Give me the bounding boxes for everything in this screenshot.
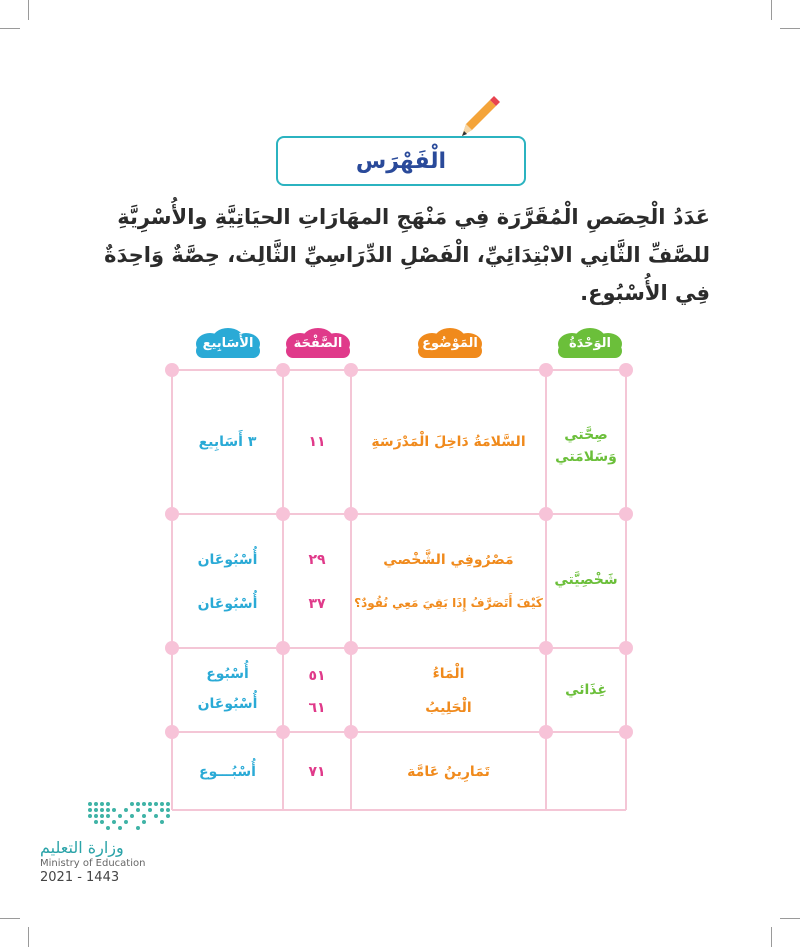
topic-cell: كَيْفَ أَتَصَرَّفُ إِذَا بَقِيَ مَعِي نُقُودٌ؟ xyxy=(354,596,543,610)
topic-cell: تَمَارِينُ عَامَّة xyxy=(407,764,490,780)
weeks-cell: أُسْبُوع xyxy=(206,666,249,682)
edition-year: 2021 - 1443 xyxy=(40,870,120,885)
unit-cell: صِحَّتي وَسَلامَتي xyxy=(555,427,617,465)
page-cell: ٦١ xyxy=(308,700,326,716)
page-cell: ٥١ xyxy=(308,668,326,684)
ministry-name-arabic: وزارة التعليم xyxy=(40,838,124,857)
header-weeks xyxy=(190,326,266,360)
weeks-cell: أُسْبُـــوع xyxy=(199,764,256,780)
unit-cell: غِذَائي xyxy=(565,682,607,698)
weeks-cell: ٣ أَسَابِيع xyxy=(198,434,257,450)
header-topic xyxy=(412,326,488,360)
header-weeks-label: الأَسَابِيع xyxy=(202,335,254,351)
topic-cell: مَصْرُوفِي الشَّخْصي xyxy=(383,552,514,568)
header-page-label: الصَّفْحَة xyxy=(293,335,343,351)
unit-cell: شَخْصِيَّتي xyxy=(554,572,618,588)
page-cell: ٢٩ xyxy=(308,552,326,568)
topic-cell: الْمَاءُ xyxy=(432,666,465,682)
page-cell: ٧١ xyxy=(308,764,326,780)
header-unit-label: الوَحْدَةُ xyxy=(568,335,612,351)
weeks-cell: أُسْبُوعَان xyxy=(197,552,258,568)
topic-cell: السَّلامَةُ دَاخِلَ الْمَدْرَسَةِ xyxy=(371,434,526,450)
header-topic-label: المَوْضُوع xyxy=(422,335,478,351)
intro-paragraph: عَدَدُ الْحِصَصِ الْمُقَرَّرَة فِي مَنْهَجِ المهَارَاتِ الحيَاتِيَّةِ والأُسْرِيَّةِ للصَّفِّ الثَّانِي الابْتِدَائِيِّ، الْفَصْلِ الدِّرَاسِيِّ الثَّالِث، حِصَّةٌ وَاحِدَةٌ فِي الأُسْبُوع. xyxy=(104,205,710,305)
topic-cell: الْحَلِيبُ xyxy=(425,700,472,716)
header-unit xyxy=(552,326,628,360)
ministry-logo-icon xyxy=(40,800,180,832)
ministry-name-english: Ministry of Education xyxy=(40,858,146,869)
page-title: الْفَهْرَس xyxy=(355,148,447,174)
page-cell: ١١ xyxy=(308,434,326,450)
weeks-cell: أُسْبُوعَان xyxy=(197,696,258,712)
page-cell: ٣٧ xyxy=(308,596,326,612)
header-page xyxy=(280,326,356,360)
weeks-cell: أُسْبُوعَان xyxy=(197,596,258,612)
